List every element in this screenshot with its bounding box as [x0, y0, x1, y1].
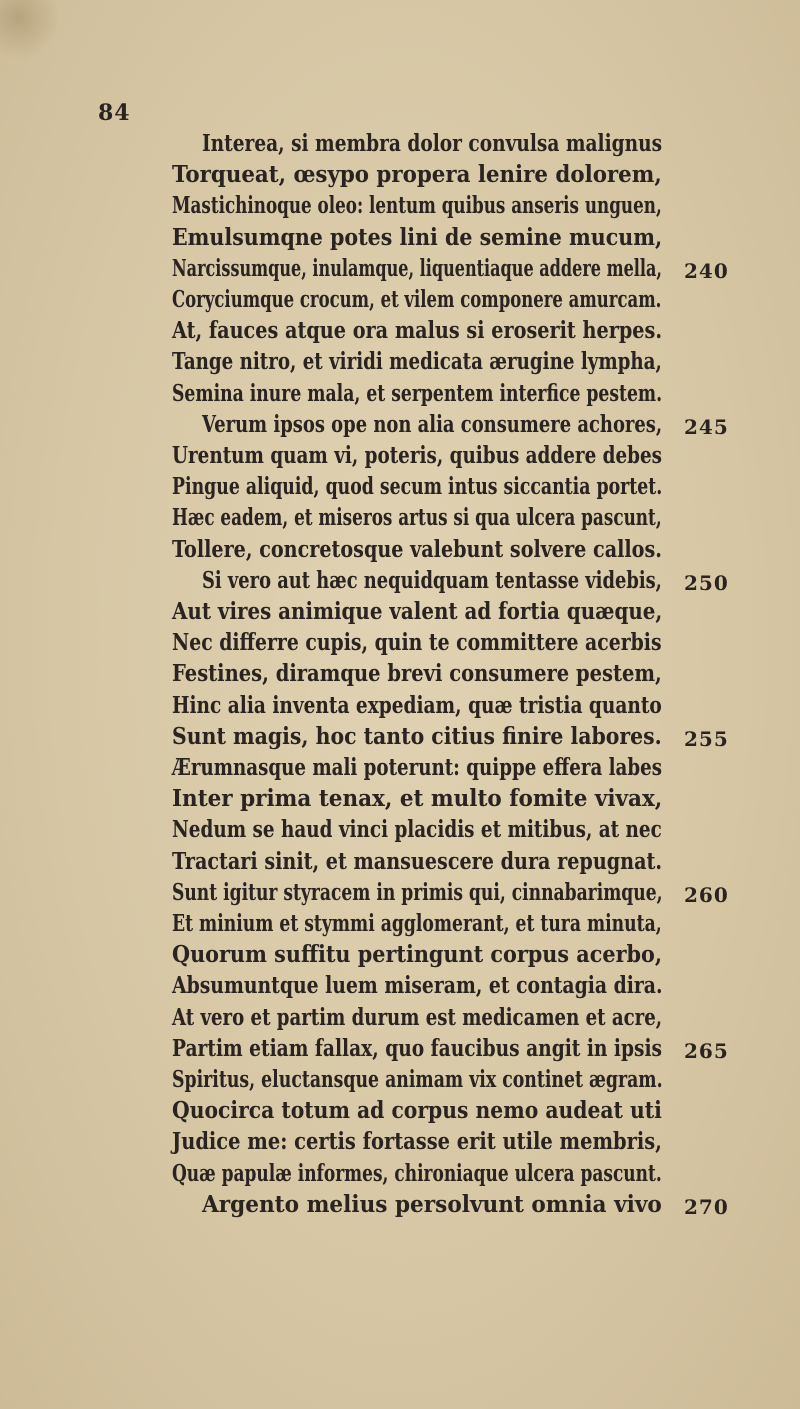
verse-line: Tange nitro, et viridi medicata ærugine lympha, — [172, 348, 662, 376]
verse-line: At, fauces atque ora malus si eroserit herpes. — [172, 317, 663, 345]
verse-line: Partim etiam fallax, quo faucibus angit in ipsis — [172, 1034, 663, 1062]
line-number: 260 — [684, 882, 729, 907]
verse-line: Spiritus, eluctansque animam vix continet ægram. — [172, 1066, 663, 1093]
verse-line: Quæ papulæ informes, chironiaque ulcera pascunt. — [172, 1159, 662, 1187]
verse-line: Coryciumque crocum, et vilem componere amurcam. — [172, 286, 662, 313]
verse-line: Festines, diramque brevi consumere pestem, — [172, 660, 662, 688]
verse-line: Narcissumque, inulamque, liquentiaque addere mella, — [172, 254, 662, 282]
verse-line: Urentum quam vi, poteris, quibus addere debes — [172, 442, 662, 469]
verse-line: Aut vires animique valent ad fortia quæque, — [172, 598, 663, 625]
verse-line: Judice me: certis fortasse erit utile membris, — [172, 1128, 662, 1156]
verse-line: Pingue aliquid, quod secum intus siccantia portet. — [172, 473, 663, 501]
verse-line: Inter prima tenax, et multo fomite vivax, — [172, 785, 663, 813]
line-number: 245 — [684, 414, 729, 439]
line-number: 270 — [684, 1194, 729, 1219]
verse-line: Si vero aut hæc nequidquam tentasse videbis, — [202, 566, 662, 594]
verse-line: Nec differre cupis, quin te committere acerbis — [172, 629, 662, 657]
verse-line: Hinc alia inventa expediam, quæ tristia quanto — [172, 691, 662, 719]
verse-line: Nedum se haud vinci placidis et mitibus, at nec — [172, 816, 662, 844]
verse-line: Argento melius persolvunt omnia vivo — [202, 1190, 662, 1218]
line-number: 240 — [684, 258, 729, 283]
verse-line: Verum ipsos ope non alia consumere achores, — [202, 410, 663, 438]
verse-line: Hæc eadem, et miseros artus si qua ulcera pascunt, — [172, 504, 662, 532]
line-number: 250 — [684, 570, 729, 595]
verse-line: At vero et partim durum est medicamen et acre, — [172, 1003, 663, 1031]
verse-line: Absumuntque luem miseram, et contagia dira. — [172, 972, 663, 1000]
line-number: 255 — [684, 726, 729, 751]
verse-line: Interea, si membra dolor convulsa malignus — [202, 130, 663, 157]
verse-line: Torqueat, œsypo propera lenire dolorem, — [172, 161, 662, 189]
verse-line: Sunt magis, hoc tanto citius finire labores. — [172, 722, 662, 750]
paper-stain — [0, 0, 60, 60]
verse-line: Semina inure mala, et serpentem interfice pestem. — [172, 379, 663, 407]
line-number: 265 — [684, 1038, 729, 1063]
verse-line: Ærumnasque mali poterunt: quippe effera labes — [172, 754, 662, 781]
verse-line: Quocirca totum ad corpus nemo audeat uti — [172, 1097, 662, 1125]
verse-line: Emulsumqne potes lini de semine mucum, — [172, 223, 663, 251]
verse-line: Sunt igitur styracem in primis qui, cinnabarimque, — [172, 878, 663, 906]
verse-line: Et minium et stymmi agglomerant, et tura minuta, — [172, 910, 662, 937]
verse-line: Mastichinoque oleo: lentum quibus anseris unguen, — [172, 192, 662, 220]
verse-line: Tractari sinit, et mansuescere dura repugnat. — [172, 847, 663, 875]
page-number: 84 — [98, 100, 131, 126]
verse-line: Quorum suffitu pertingunt corpus acerbo, — [172, 941, 663, 969]
verse-line: Tollere, concretosque valebunt solvere callos. — [172, 535, 662, 563]
